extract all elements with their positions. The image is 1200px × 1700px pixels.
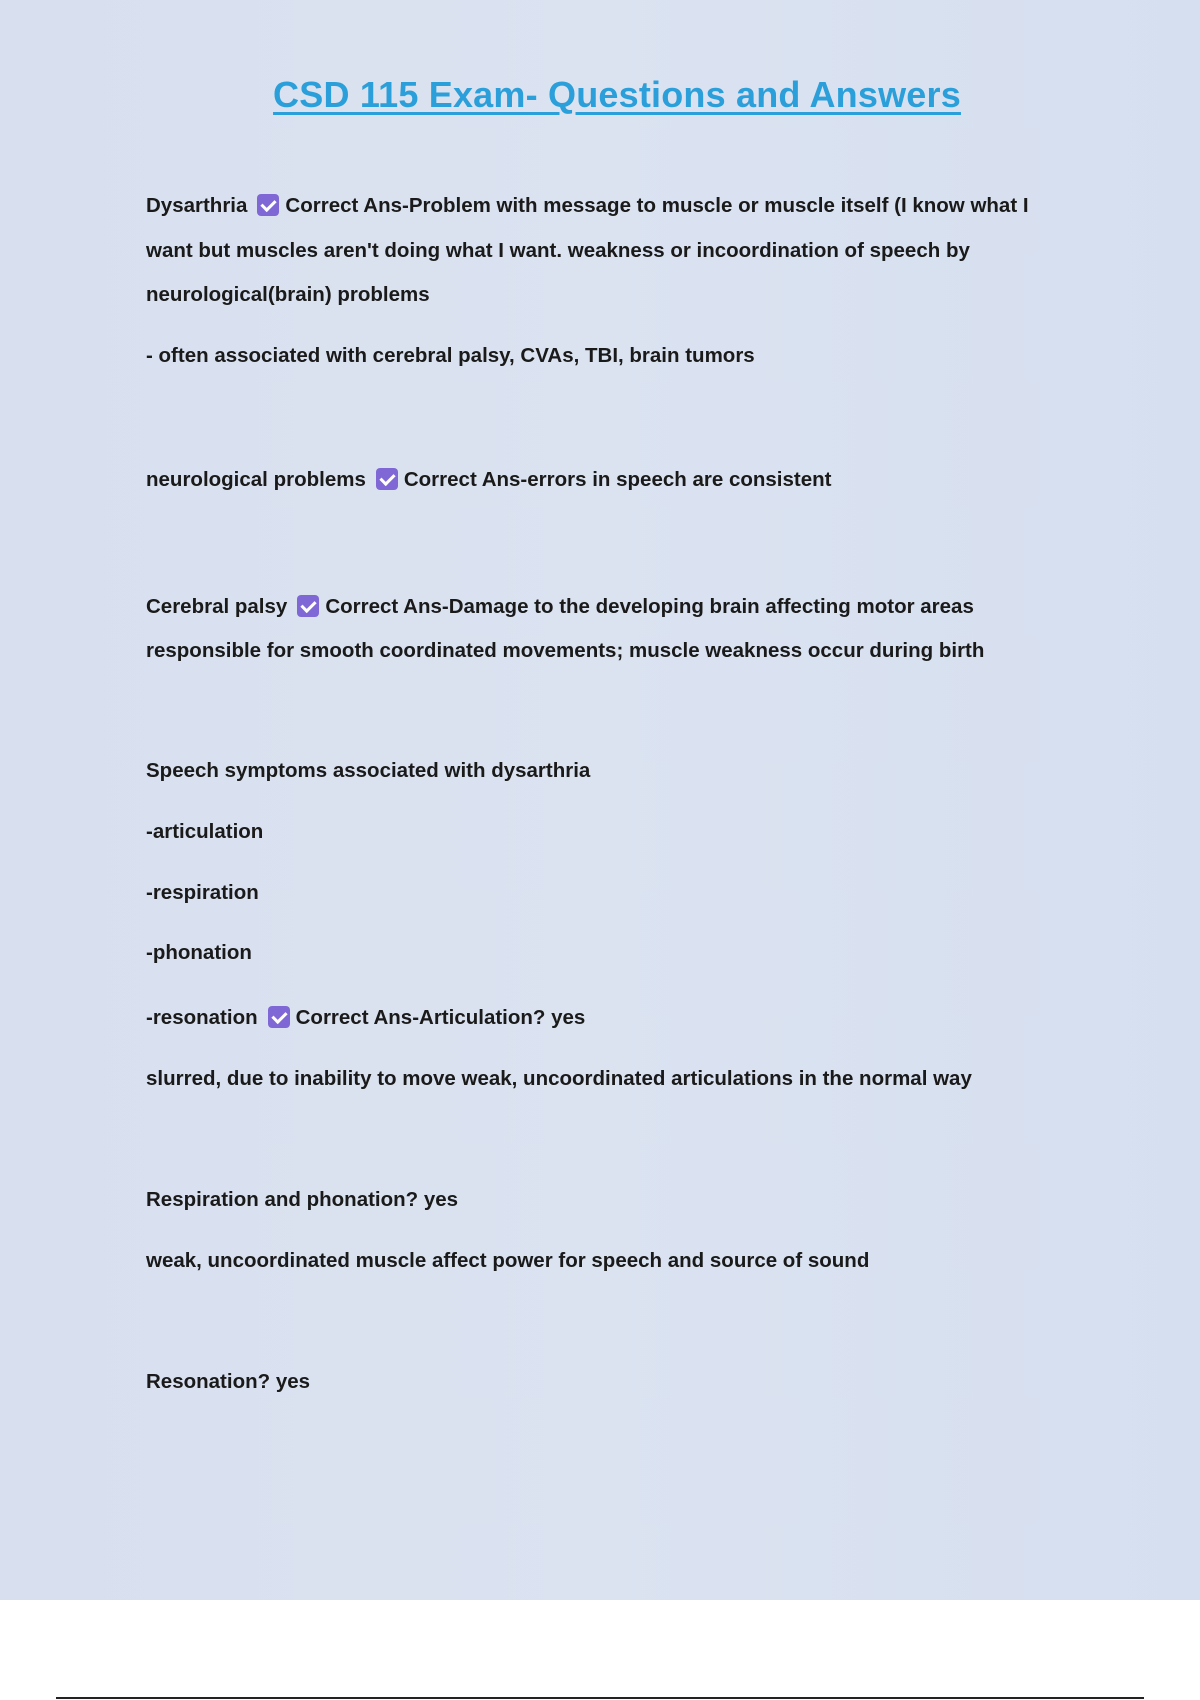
symptoms-heading: Speech symptoms associated with dysarthria (146, 759, 591, 782)
note-dysarthria: - often associated with cerebral palsy, CVAs, TBI, brain tumors (146, 344, 755, 367)
answer-dysarthria-line2: want but muscles aren't doing what I want. weakness or incoordination of speech by (146, 239, 970, 262)
term-neurological: neurological problems (146, 468, 366, 491)
check-square-icon (376, 468, 398, 490)
symptom-item-with-answer (146, 995, 585, 1040)
document-title: CSD 115 Exam- Questions and Answers (273, 74, 961, 115)
term-cerebral-palsy: Cerebral palsy (146, 595, 288, 618)
term-dysarthria: Dysarthria (146, 194, 248, 217)
footer-divider (56, 1697, 1144, 1699)
answer-respiration-phonation: Respiration and phonation? yes (146, 1188, 459, 1211)
answer-weak-muscle: weak, uncoordinated muscle affect power for speech and source of sound (146, 1249, 870, 1272)
answer-cerebral-palsy-line1: Correct Ans-Damage to the developing brain affecting motor areas (325, 595, 974, 618)
symptom-item: -articulation (146, 820, 264, 843)
check-square-icon (297, 595, 319, 617)
qa-neurological (146, 457, 831, 502)
answer-dysarthria-line3: neurological(brain) problems (146, 283, 430, 306)
qa-cerebral-palsy-line1 (146, 584, 974, 629)
symptom-item: -respiration (146, 881, 259, 904)
check-square-icon (257, 194, 279, 216)
answer-neurological: Correct Ans-errors in speech are consistent (403, 468, 832, 491)
symptom-item: -phonation (146, 941, 252, 964)
qa-dysarthria-line1 (146, 183, 1029, 228)
symptom-item: -resonation (146, 1006, 258, 1029)
answer-resonation: Resonation? yes (146, 1370, 311, 1393)
answer-symptoms: Correct Ans-Articulation? yes (295, 1006, 586, 1029)
answer-cerebral-palsy-line2: responsible for smooth coordinated movements; muscle weakness occur during birth (146, 639, 985, 662)
answer-slurred: slurred, due to inability to move weak, uncoordinated articulations in the normal way (146, 1067, 972, 1090)
check-square-icon (268, 1006, 290, 1028)
answer-dysarthria-line1: Correct Ans-Problem with message to muscle or muscle itself (I know what I (285, 194, 1029, 217)
